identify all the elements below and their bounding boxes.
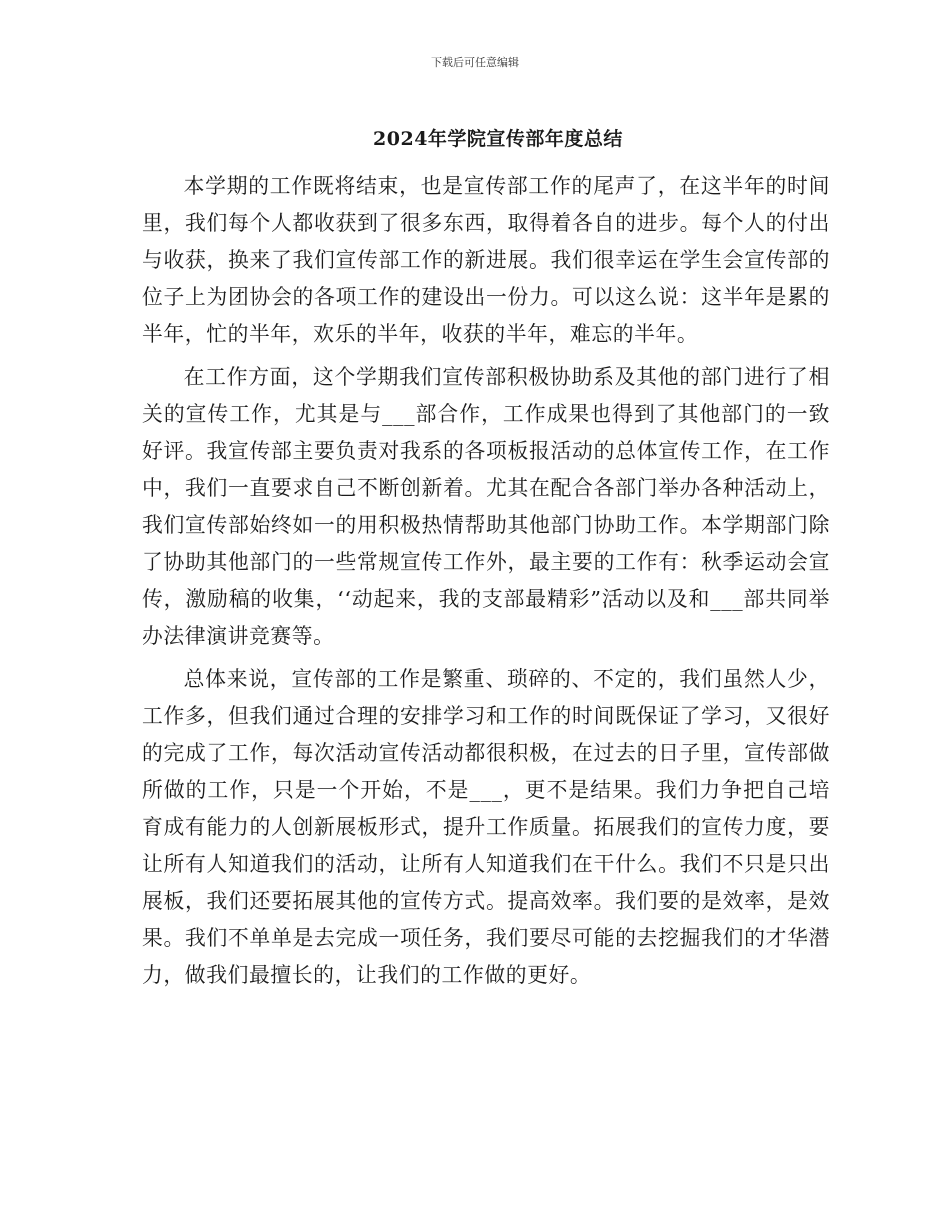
- header-note: 下载后可任意编辑: [431, 56, 519, 69]
- document-title: 2024年学院宣传部年度总结: [373, 128, 623, 150]
- document-body: [142, 168, 830, 1000]
- paragraph-3: 总体来说，宣传部的工作是繁重、琐碎的、不定的，我们虽然人少，工作多，但我们通过合理的安排学习和工作的时间既保证了学习，又很好的完成了工作，每次活动宣传活动都很积极，在过去的日子里，宣传部做所做的工作，只是一个开始，不是___，更不是结果。我们力争把自己培育成有能力的人创新展板形式，提升工作质量。拓展我们的宣传力度，要让所有人知道我们的活动，让所有人知道我们在干什么。我们不只是只出展板，我们还要拓展其他的宣传方式。提高效率。我们要的是效率，是效果。我们不单单是去完成一项任务，我们要尽可能的去挖掘我们的才华潜力，做我们最擅长的，让我们的工作做的更好。: [142, 667, 830, 987]
- paragraph-2: 在工作方面，这个学期我们宣传部积极协助系及其他的部门进行了相关的宣传工作，尤其是与___部合作，工作成果也得到了其他部门的一致好评。我宣传部主要负责对我系的各项板报活动的总体宣传工作，在工作中，我们一直要求自己不断创新着。尤其在配合各部门举办各种活动上，我们宣传部始终如一的用积极热情帮助其他部门协助工作。本学期部门除了协助其他部门的一些常规宣传工作外，最主要的工作有：秋季运动会宣传，激励稿的收集，‘‘动起来，我的支部最精彩”活动以及和___部共同举办法律演讲竞赛等。: [142, 365, 830, 648]
- paragraph-1: 本学期的工作既将结束，也是宣传部工作的尾声了，在这半年的时间里，我们每个人都收获到了很多东西，取得着各自的进步。每个人的付出与收获，换来了我们宣传部工作的新进展。我们很幸运在学生会宣传部的位子上为团协会的各项工作的建设出一份力。可以这么说：这半年是累的半年，忙的半年，欢乐的半年，收获的半年，难忘的半年。: [142, 174, 830, 346]
